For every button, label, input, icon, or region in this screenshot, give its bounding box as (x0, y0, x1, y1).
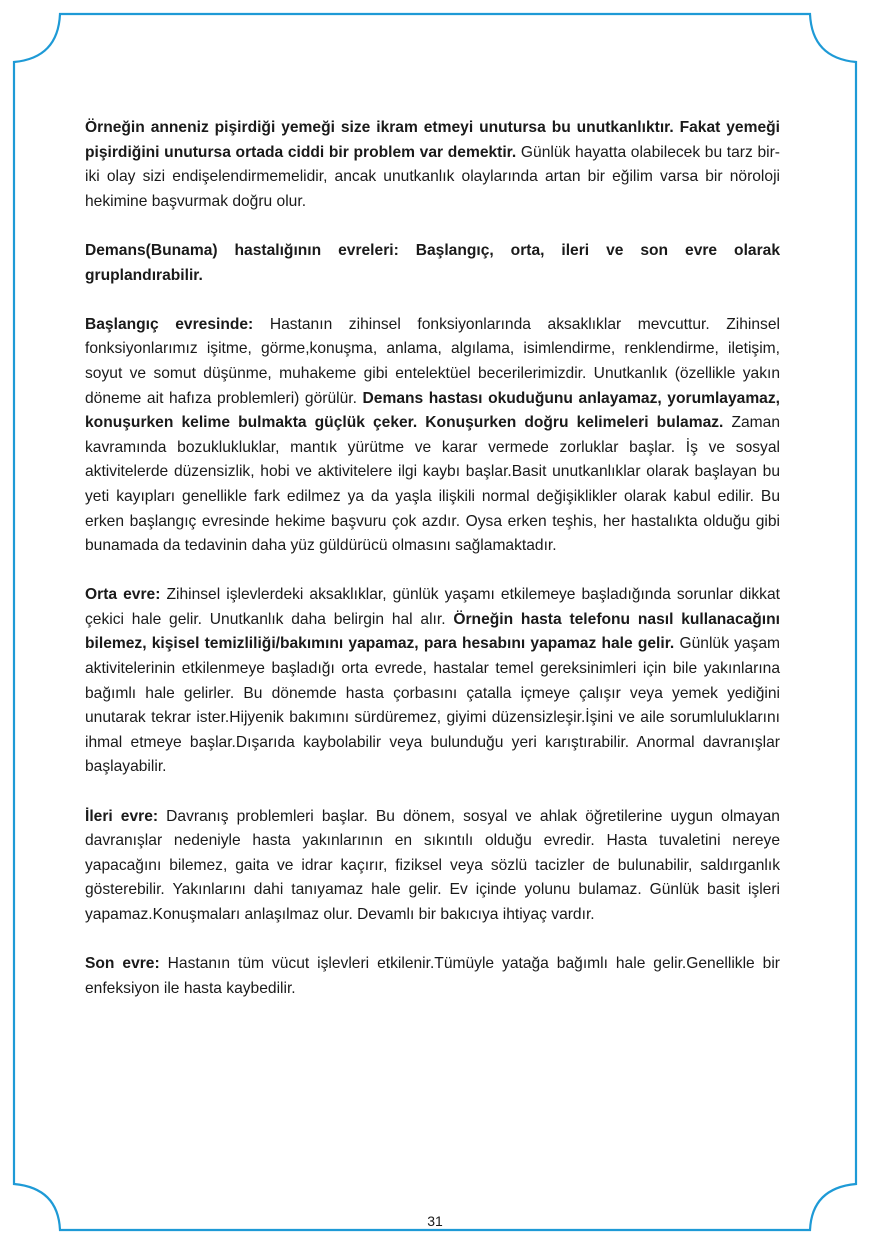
paragraph-orta-evre (85, 583, 780, 780)
page-number: 31 (427, 1213, 443, 1229)
text-regular: Zihinsel işlevlerdeki aksaklıklar, günlük yaşamı etkilemeye başladığında sorunlar dikkat çekici hale gelir. Unutkanlık daha belirgin hal alır. (85, 586, 780, 628)
text-regular: Hastanın zihinsel fonksiyonlarında aksaklıklar mevcuttur. Zihinsel fonksiyonlarımız işitme, görme,konuşma, anlama, algılama, isimlendirme, renklendirme, iletişim, soyut ve somut düşünme, muhakeme gibi entelektüel becerilerimizdir. Unutkanlık (özellikle yakın döneme ait hafıza problemleri) görülür. (85, 315, 780, 407)
text-bold: Örneğin hasta telefonu nasıl kullanacağını bilemez, kişisel temizliliği/bakımını yapamaz, para hesabını yapamaz hale gelir. (85, 610, 780, 653)
text-bold: Demans(Bunama) hastalığının evreleri: Başlangıç, orta, ileri ve son evre olarak gruplandırabilir. (85, 241, 780, 284)
section-label-baslangic: Başlangıç evresinde: (85, 315, 254, 333)
text-regular: Zaman kavramında bozuklukluklar, mantık yürütme ve karar vermede zorluklar başlar. İş ve sosyal aktivitelerde düzensizlik, hobi ve aktivitelere ilgi kaybı başlar.Basit unutkanlıklar olarak başlayan bu yeti kayıpları genellikle fark edilmez ya da yaşla ilişkili normal değişiklikler olarak kabul edilir. Bu erken başlangıç evresinde hekime başvuru çok azdır. Oysa erken teşhis, her hastalıkta olduğu gibi bunamada da tedavinin daha yüz güldürücü olmasını sağlamaktadır. (85, 414, 780, 555)
document-body (85, 116, 780, 1026)
text-regular: Hastanın tüm vücut işlevleri etkilenir.Tümüyle yatağa bağımlı hale gelir.Genellikle bir enfeksiyon ile hasta kaybedilir. (85, 955, 780, 997)
paragraph-son-evre (85, 952, 780, 1001)
paragraph-evreler-heading (85, 239, 780, 288)
paragraph-baslangic-evresi (85, 313, 780, 559)
text-regular: Günlük yaşam aktivitelerinin etkilenmeye başladığı orta evrede, hastalar temel gereksinimleri için bile yakınlarına bağımlı hale gelirler. Bu dönemde hasta çorbasını çatalla içmeye çalışır veya yemek yediğini unutarak tekrar ister.Hijyenik bakımını sürdüremez, giyimi düzensizleşir.İşini ve aile sorumluluklarını ihmal etmeye başlar.Dışarıda kaybolabilir veya bulunduğu yeri karıştırabilir. Anormal davranışlar başlayabilir. (85, 635, 780, 776)
text-bold: Örneğin anneniz pişirdiği yemeği size ikram etmeyi unutursa bu unutkanlıktır. Fakat yemeği pişirdiğini unutursa ortada ciddi bir problem var demektir. (85, 119, 780, 161)
section-label-son: Son evre: (85, 955, 160, 973)
text-regular: Günlük hayatta olabilecek bu tarz bir-iki olay sizi endişelendirmemelidir, ancak unutkanlık olaylarında artan bir eğilim varsa bir nöroloji hekimine başvurmak doğru olur. (85, 143, 780, 210)
text-regular: Davranış problemleri başlar. Bu dönem, sosyal ve ahlak öğretilerine uygun olmayan davranışlar nedeniyle hasta yakınlarının en sıkıntılı olduğu evredir. Hasta tuvaletini nereye yapacağını bilemez, gaita ve idrar kaçırır, fiziksel veya sözlü tacizler de bulunabilir, saldırganlık gösterebilir. Yakınlarını dahi tanıyamaz hale gelir. Ev içinde yolunu bulamaz. Günlük basit işleri yapamaz.Konuşmaları anlaşılmaz olur. Devamlı bir bakıcıya ihtiyaç vardır. (85, 807, 780, 923)
paragraph-unutkanlik (85, 116, 780, 214)
text-bold: Demans hastası okuduğunu anlayamaz, yorumlayamaz, konuşurken kelime bulmakta güçlük çeker. Konuşurken doğru kelimeleri bulamaz. (85, 389, 780, 432)
section-label-orta: Orta evre: (85, 586, 161, 604)
section-label-ileri: İleri evre: (85, 807, 159, 825)
paragraph-ileri-evre (85, 805, 780, 928)
